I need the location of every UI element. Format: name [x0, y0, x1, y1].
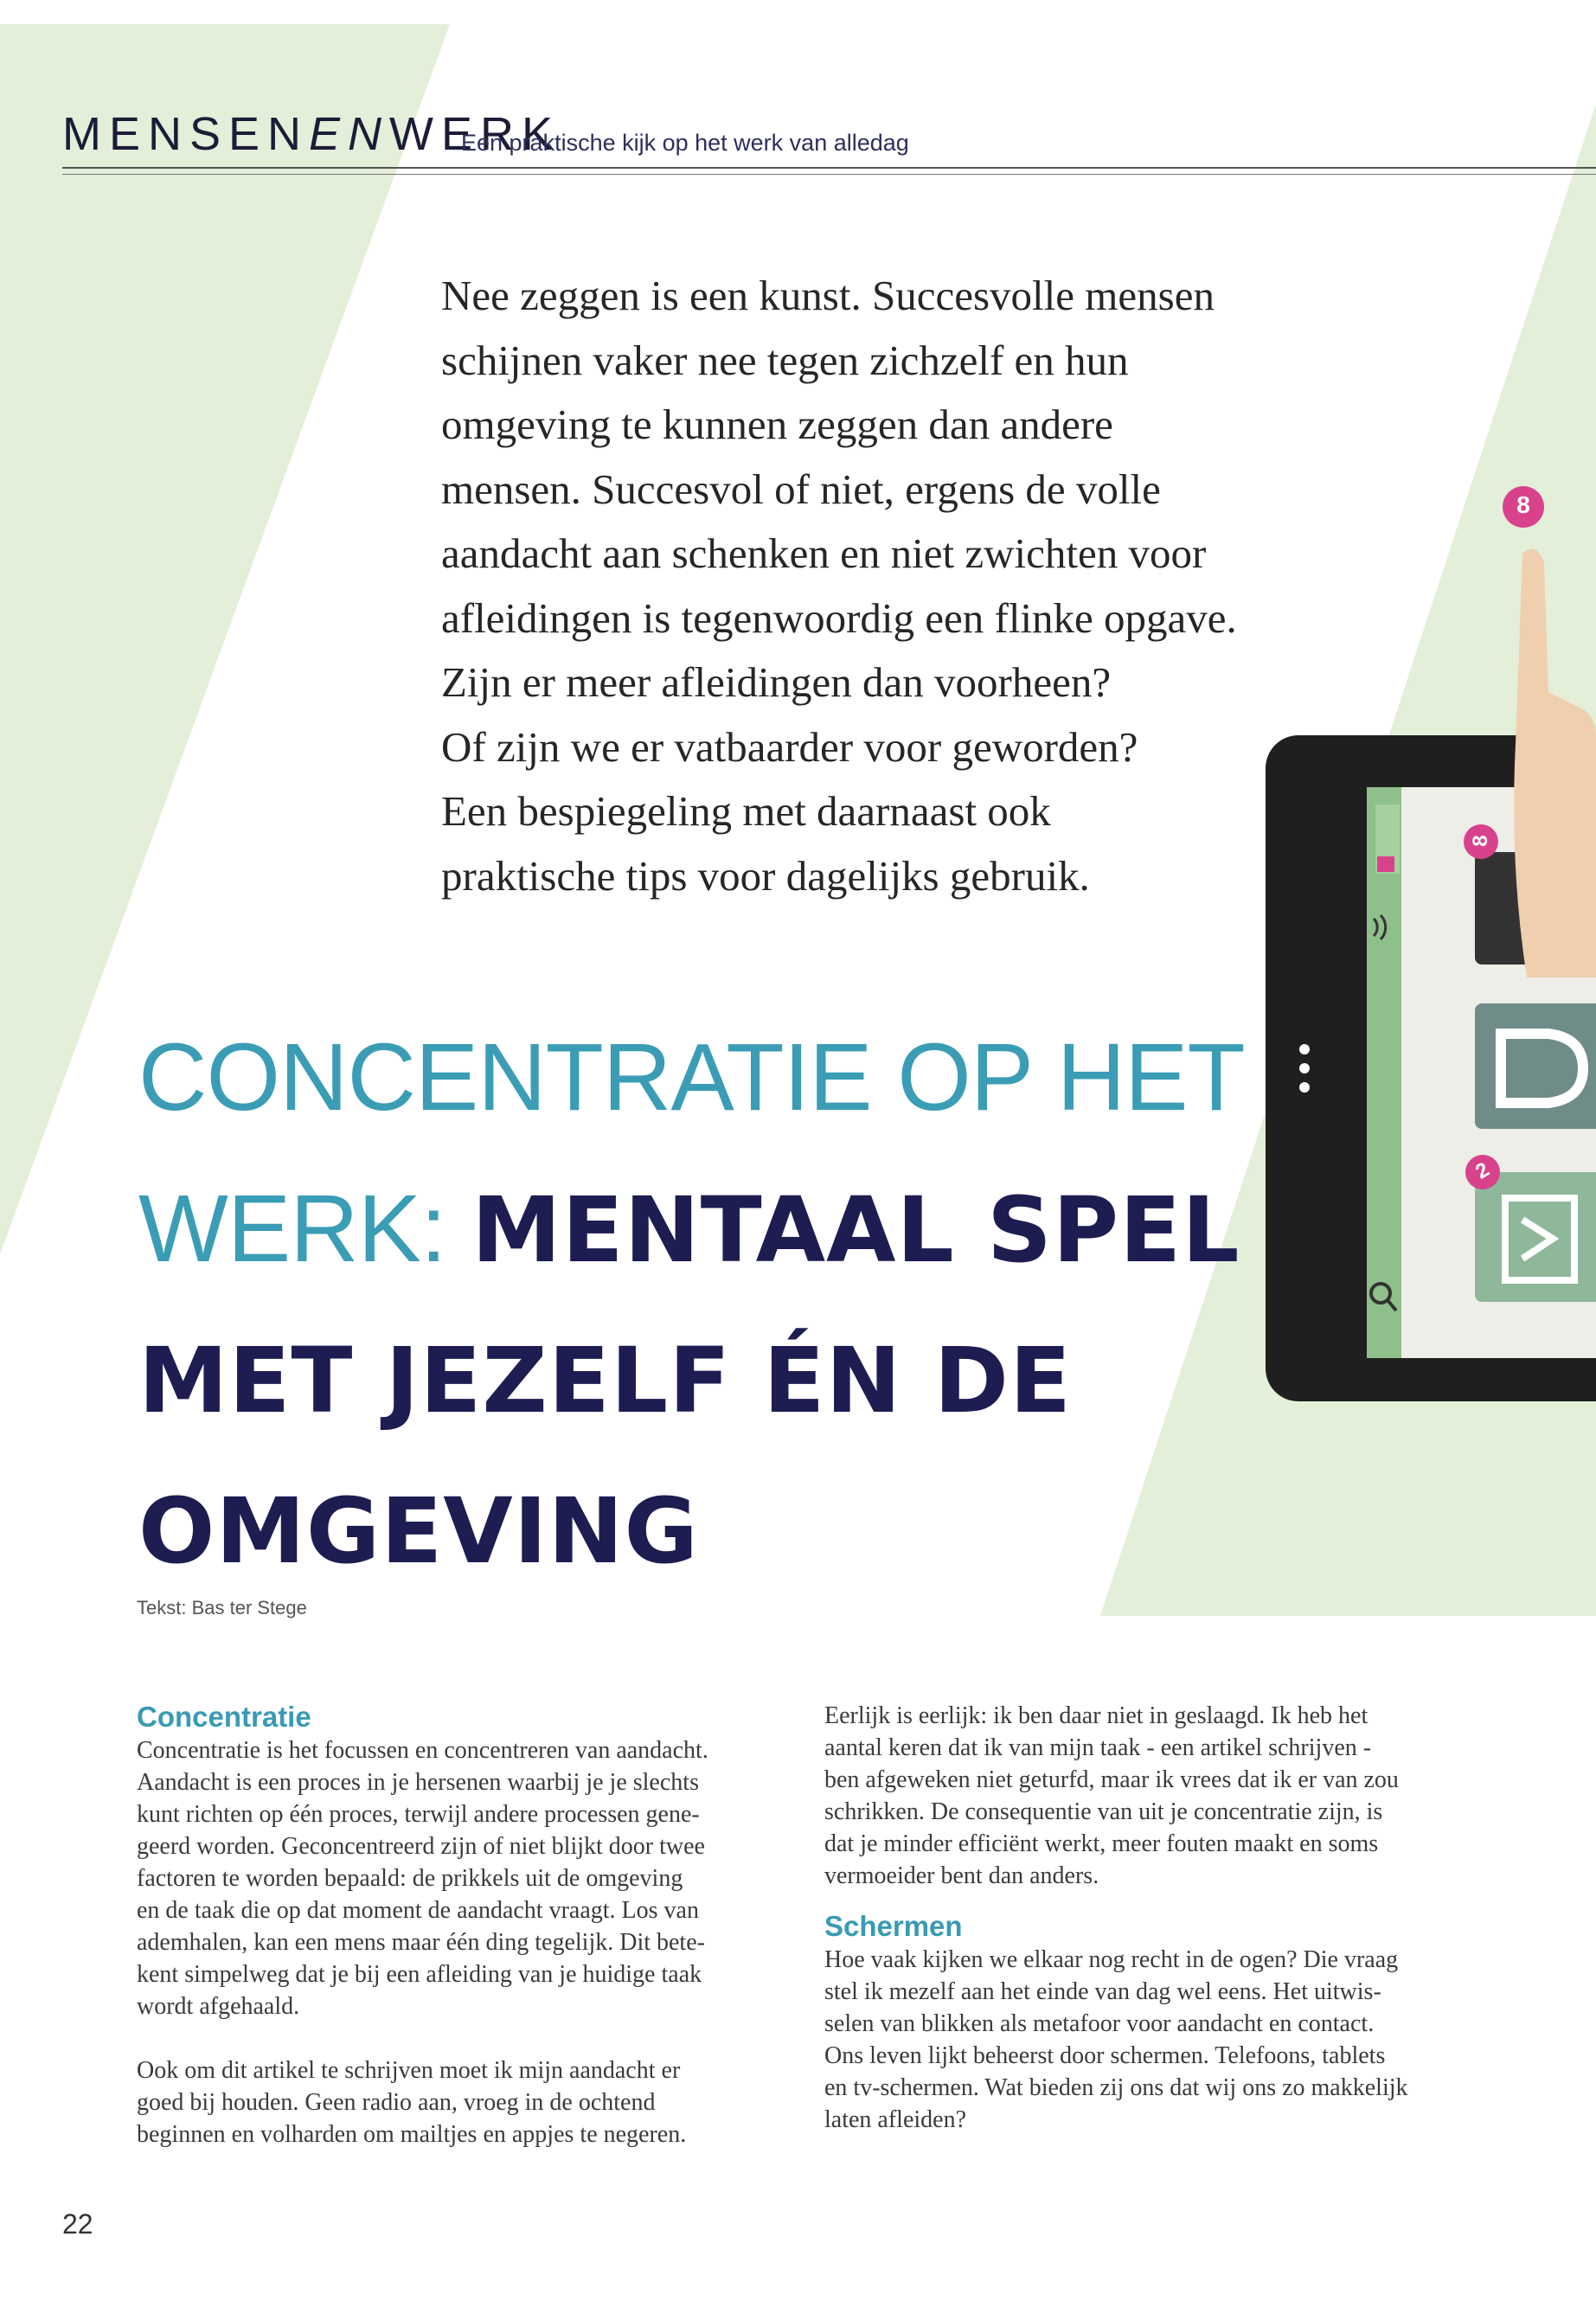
- body-line: beginnen en volharden om mailtjes en appjes te negeren.: [137, 2121, 687, 2148]
- body-line: Hoe vaak kijken we elkaar nog recht in de ogen? Die vraag: [824, 1946, 1399, 1973]
- intro-line: mensen. Succesvol of niet, ergens de volle: [441, 465, 1161, 513]
- body-line: en de taak die op dat moment de aandacht vraagt. Los van: [137, 1897, 699, 1924]
- title-line-1: CONCENTRATIE OP HET: [138, 1024, 1245, 1131]
- body-line: wordt afgehaald.: [137, 1993, 300, 2020]
- body-line: Aandacht is een proces in je hersenen waarbij je je slechts: [137, 1769, 699, 1796]
- paragraph-gap: [137, 2022, 784, 2054]
- body-line: kunt richten op één proces, terwijl andere processen gene-: [137, 1801, 700, 1828]
- article-title: [138, 1016, 1263, 1620]
- body-column-left: [137, 1700, 784, 2150]
- intro-line: afleidingen is tegenwoordig een flinke opgave.: [441, 593, 1237, 642]
- body-line: Concentratie is het focussen en concentreren van aandacht.: [137, 1737, 708, 1764]
- body-line: vermoeider bent dan anders.: [824, 1862, 1099, 1889]
- body-line: Ons leven lijkt beheerst door schermen. Telefoons, tablets: [824, 2042, 1386, 2069]
- body-column-right: [824, 1700, 1482, 2136]
- badge-number-mid: 8: [1469, 835, 1492, 847]
- author-byline: Tekst: Bas ter Stege: [137, 1597, 307, 1618]
- intro-line: praktische tips voor dagelijks gebruik.: [441, 851, 1090, 900]
- intro-line: Zijn er meer afleidingen dan voorheen?: [441, 658, 1112, 706]
- body-line: kent simpelweg dat je bij een afleiding van je huidige taak: [137, 1961, 702, 1988]
- body-line: factoren te worden bepaald: de prikkels uit de omgeving: [137, 1865, 683, 1892]
- body-line: ademhalen, kan een mens maar één ding tegelijk. Dit bete-: [137, 1929, 705, 1956]
- body-line: dat je minder efficiënt werkt, meer fouten maakt en soms: [824, 1830, 1379, 1857]
- section-tagline: Een praktische kijk op het werk van alledag: [461, 130, 909, 156]
- header-rule-bottom: [62, 174, 1596, 175]
- body-line: aantal keren dat ik van mijn taak - een artikel schrijven -: [824, 1734, 1372, 1761]
- paragraph-gap: [824, 1892, 1482, 1909]
- badge-number-top: 8: [1516, 491, 1530, 518]
- page-number: 22: [62, 2208, 93, 2240]
- intro-line: aandacht aan schenken en niet zwichten voor: [441, 529, 1207, 577]
- intro-line: Nee zeggen is een kunst. Succesvolle mensen: [441, 272, 1215, 319]
- intro-paragraph: [441, 264, 1298, 908]
- badge-number-low: 2: [1471, 1157, 1494, 1184]
- brand-part-werk: WERK: [389, 108, 561, 160]
- section-heading-schermen: Schermen: [824, 1910, 963, 1942]
- body-line: schrikken. De consequentie van uit je concentratie zijn, is: [824, 1798, 1383, 1825]
- body-line: Ook om dit artikel te schrijven moet ik mijn aandacht er: [137, 2057, 681, 2084]
- title-line-3: MET JEZELF ÉN DE: [138, 1328, 1073, 1433]
- body-line: geerd worden. Geconcentreerd zijn of niet blijkt door twee: [137, 1833, 705, 1860]
- title-line-4: OMGEVING: [138, 1478, 699, 1584]
- body-line: stel ik mezelf aan het einde van dag wel eens. Het uitwis-: [824, 1978, 1381, 2005]
- brand-part-mensen: MENSEN: [62, 108, 310, 160]
- intro-line: Een bespiegeling met daarnaast ook: [441, 787, 1051, 835]
- intro-line: schijnen vaker nee tegen zichzelf en hun: [441, 336, 1129, 384]
- header-rule-top: [62, 167, 1596, 169]
- intro-line: omgeving te kunnen zeggen dan andere: [441, 401, 1113, 448]
- intro-line: Of zijn we er vatbaarder voor geworden?: [441, 722, 1138, 771]
- body-line: Eerlijk is eerlijk: ik ben daar niet in geslaagd. Ik heb het: [824, 1702, 1368, 1729]
- title-line-2-light: WERK:: [138, 1176, 472, 1282]
- section-heading-concentratie: Concentratie: [137, 1701, 311, 1733]
- body-line: ben afgeweken niet geturfd, maar ik vrees dat ik er van zou: [824, 1766, 1399, 1793]
- body-line: en tv-schermen. Wat bieden zij ons dat wij ons zo makkelijk: [824, 2074, 1408, 2101]
- brand-part-en: EN: [309, 108, 390, 160]
- body-line: selen van blikken als metafoor voor aandacht en contact.: [824, 2010, 1375, 2037]
- body-line: goed bij houden. Geen radio aan, vroeg in de ochtend: [137, 2089, 656, 2116]
- body-line: laten afleiden?: [824, 2106, 967, 2133]
- title-line-2-bold: MENTAAL SPEL: [471, 1177, 1240, 1283]
